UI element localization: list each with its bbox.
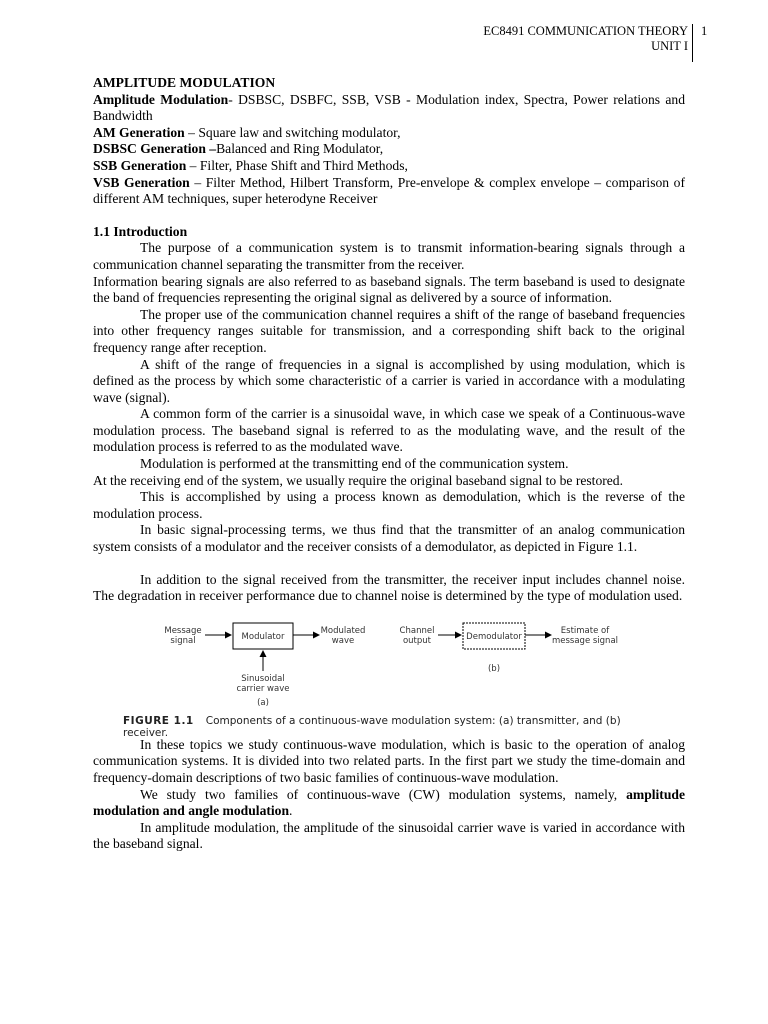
course-title: EC8491 COMMUNICATION THEORY — [483, 24, 688, 38]
figure-label: FIGURE 1.1 — [123, 714, 194, 727]
page-header — [483, 24, 688, 54]
carrier-label: carrier wave — [236, 683, 290, 694]
syllabus-line-3 — [93, 141, 685, 158]
modulated-wave-label: Modulated — [320, 625, 366, 636]
syllabus-text: – Filter, Phase Shift and Third Methods, — [186, 157, 408, 173]
syllabus-line-1 — [93, 92, 685, 125]
paragraph: Information bearing signals are also referred to as baseband signals. The term baseband is used to designate the band of frequencies representing the original signal as delivered by a source of information. — [93, 273, 685, 306]
syllabus-text: - DSBSC, DSBFC, SSB, VSB - Modulation index, Spectra, Power relations and Bandwidth — [93, 91, 685, 124]
message-signal-label: signal — [170, 635, 196, 646]
carrier-label: Sinusoidal — [241, 673, 285, 684]
section-title: AMPLITUDE MODULATION — [93, 75, 276, 90]
syllabus-term: AM Generation — [93, 124, 185, 140]
syllabus-line-5 — [93, 175, 685, 208]
figure-caption — [123, 715, 663, 739]
receiver-label: (b) — [487, 663, 501, 674]
estimate-label: message signal — [551, 635, 619, 646]
estimate-label: Estimate of — [560, 625, 610, 636]
document-body — [93, 75, 685, 853]
paragraph: In amplitude modulation, the amplitude of the sinusoidal carrier wave is varied in accordance with the baseband signal. — [93, 819, 685, 852]
syllabus-text: – Filter Method, Hilbert Transform, Pre-envelope & complex envelope – comparison of different AM techniques, super heterodyne Receiver — [93, 174, 685, 207]
paragraph: A shift of the range of frequencies in a signal is accomplished by using modulation, which is defined as the process by which some characteristic of a carrier is varied in accordance with a modulating wave (signal). — [93, 356, 685, 405]
modulated-wave-label: wave — [331, 635, 355, 646]
paragraph: A common form of the carrier is a sinusoidal wave, in which case we speak of a Continuous-wave modulation process. The baseband signal is referred to as the modulating wave, and the result of the modulation process is referred to as the modulated wave. — [93, 406, 685, 455]
syllabus-term: SSB Generation — [93, 157, 187, 173]
emphasis-text: amplitude modulation and angle modulation — [93, 786, 685, 819]
message-signal-label: Message — [164, 625, 202, 636]
paragraph: At the receiving end of the system, we usually require the original baseband signal to be restored. — [93, 472, 623, 488]
intro-heading: 1.1 Introduction — [93, 223, 188, 239]
channel-output-label: output — [402, 635, 432, 646]
paragraph: The purpose of a communication system is to transmit information-bearing signals through a communication channel separating the transmitter from the receiver. — [93, 240, 685, 272]
paragraph — [93, 787, 685, 820]
caption-text: Components of a continuous-wave modulation system: (a) transmitter, and (b) receiver. — [123, 714, 621, 739]
block-diagram — [93, 615, 685, 715]
unit-label: UNIT I — [651, 39, 688, 53]
paragraph: In addition to the signal received from the transmitter, the receiver input includes channel noise. The degradation in receiver performance due to channel noise is determined by the type of modulation used. — [93, 571, 685, 604]
paragraph-end: . — [289, 803, 293, 819]
paragraph-text: We study two families of continuous-wave (CW) modulation systems, namely, — [140, 786, 618, 802]
syllabus-term: Amplitude Modulation — [93, 91, 229, 107]
paragraph: The proper use of the communication channel requires a shift of the range of baseband frequencies into other frequency ranges suitable for transmission, and a corresponding shift back to the original frequency range after reception. — [93, 306, 685, 355]
syllabus-term: VSB Generation — [93, 174, 190, 190]
syllabus-line-2 — [93, 125, 685, 142]
transmitter-label: (a) — [257, 697, 269, 708]
paragraph: In basic signal-processing terms, we thus find that the transmitter of an analog communication system consists of a modulator and the receiver consists of a demodulator, as depicted in Figure 1.1. — [93, 522, 685, 555]
demodulator-label: Demodulator — [466, 631, 522, 642]
paragraph: Modulation is performed at the transmitting end of the communication system. — [140, 456, 569, 472]
syllabus-term: DSBSC Generation – — [93, 141, 217, 157]
syllabus-text: Balanced and Ring Modulator, — [216, 141, 384, 157]
paragraph: In these topics we study continuous-wave modulation, which is basic to the operation of analog communication systems. It is divided into two related parts. In the first part we study the time-domain and frequency-domain descriptions of two basic families of continuous-wave modulation. — [93, 736, 685, 785]
syllabus-text: – Square law and switching modulator, — [184, 124, 401, 140]
paragraph: This is accomplished by using a process known as demodulation, which is the reverse of the modulation process. — [93, 489, 685, 521]
modulator-label: Modulator — [241, 631, 285, 642]
channel-output-label: Channel — [399, 625, 435, 636]
figure-1-1 — [93, 615, 685, 739]
syllabus-line-4 — [93, 158, 685, 175]
page-number: 1 — [692, 24, 707, 62]
